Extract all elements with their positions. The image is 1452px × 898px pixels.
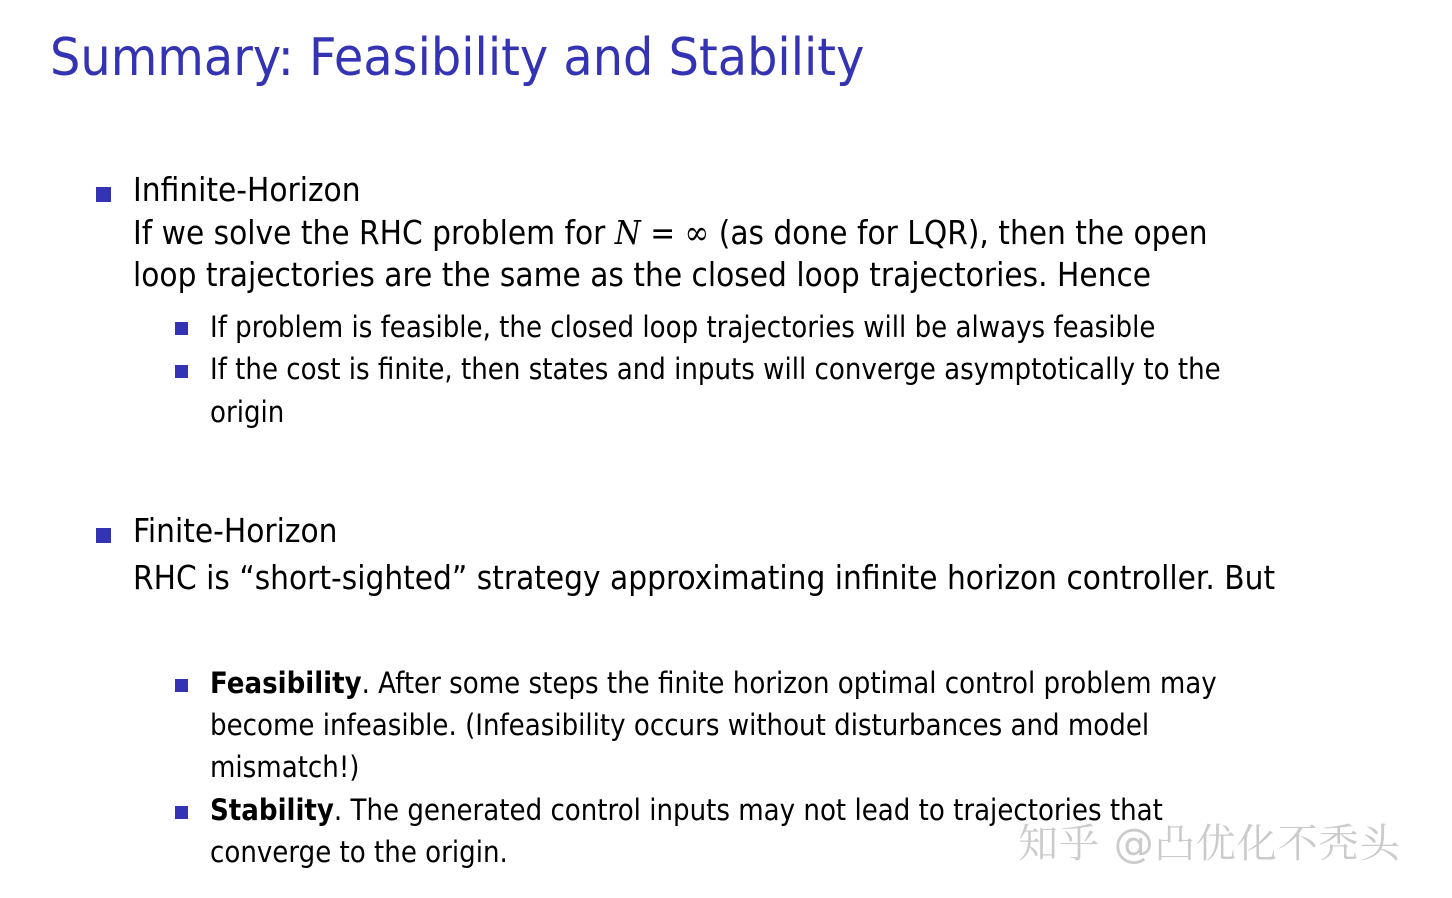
section-body-line: [133, 213, 1208, 252]
math-variable: N: [614, 213, 641, 252]
subitem-bold-label: Feasibility: [210, 666, 362, 700]
subitem-text: If problem is feasible, the closed loop trajectories will be always feasible: [210, 310, 1156, 344]
subitem-text: become infeasible. (Infeasibility occurs without disturbances and model: [210, 708, 1150, 742]
bullet-icon: [96, 187, 111, 202]
watermark: 知乎 @凸优化不秃头: [1018, 821, 1401, 867]
subitem-text: If the cost is finite, then states and inputs will converge asymptotically to the: [210, 352, 1221, 386]
section-body-line: loop trajectories are the same as the closed loop trajectories. Hence: [133, 255, 1152, 294]
subitem-text: converge to the origin.: [210, 835, 508, 869]
section-heading-finite-horizon: Finite-Horizon: [133, 511, 338, 550]
math-expression: = ∞: [640, 213, 710, 252]
body-text: (as done for LQR), then the open: [709, 213, 1208, 252]
subitem-text: origin: [210, 395, 285, 429]
section-heading-infinite-horizon: Infinite-Horizon: [133, 170, 361, 209]
subitem-text: [210, 666, 1217, 700]
slide-title: Summary: Feasibility and Stability: [50, 28, 865, 88]
sub-bullet-icon: [175, 806, 188, 819]
sub-bullet-icon: [175, 679, 188, 692]
body-text: If we solve the RHC problem for: [133, 213, 615, 252]
section-body-line: RHC is “short-sighted” strategy approximating infinite horizon controller. But: [133, 558, 1276, 597]
subitem-text: mismatch!): [210, 750, 360, 784]
subitem-text: . After some steps the finite horizon optimal control problem may: [361, 666, 1217, 700]
bullet-icon: [96, 528, 111, 543]
subitem-bold-label: Stability: [210, 793, 334, 827]
sub-bullet-icon: [175, 365, 188, 378]
subitem-text: . The generated control inputs may not lead to trajectories that: [333, 793, 1163, 827]
sub-bullet-icon: [175, 322, 188, 335]
